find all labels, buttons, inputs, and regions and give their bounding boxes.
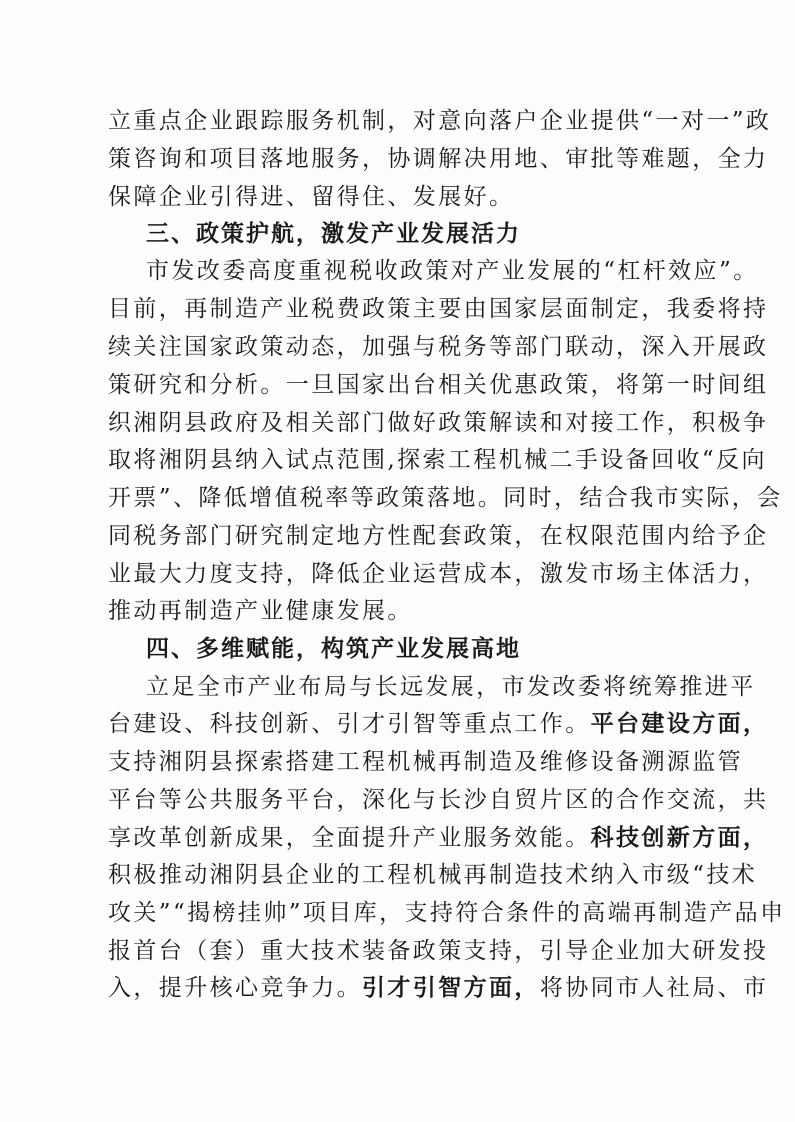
paragraph-line: [108, 706, 769, 742]
paragraph-line: 积极推动湘阴县企业的工程机械再制造技术纳入市级“技术: [108, 862, 758, 888]
paragraph-line: 策研究和分析。一旦国家出台相关优惠政策，将第一时间组: [108, 372, 769, 398]
paragraph-line: 业最大力度支持，降低企业运营成本，激发市场主体活力，: [108, 561, 769, 587]
paragraph-line: 立足全市产业布局与长远发展，市发改委将统筹推进平: [146, 674, 756, 700]
text-run: 台建设、科技创新、引才引智等重点工作。: [108, 711, 591, 737]
paragraph-line: 攻关”“揭榜挂帅”项目库，支持符合条件的高端再制造产品申: [108, 900, 786, 926]
paragraph-line: [108, 820, 769, 856]
paragraph-line: 策咨询和项目落地服务，协调解决用地、审批等难题，全力: [108, 146, 769, 172]
paragraph-line: [108, 970, 769, 1006]
paragraph-line: 取将湘阴县纳入试点范围,探索工程机械二手设备回收“反向: [108, 447, 767, 473]
paragraph-line: 推动再制造产业健康发展。: [108, 598, 413, 624]
paragraph-line: 织湘阴县政府及相关部门做好政策解读和对接工作，积极争: [108, 410, 769, 436]
paragraph-line: 市发改委高度重视税收政策对产业发展的“杠杆效应”。: [146, 258, 759, 284]
text-run: 享改革创新成果，全面提升产业服务效能。: [108, 825, 591, 851]
paragraph-line: 开票”、降低增值税率等政策落地。同时，结合我市实际，会: [108, 485, 783, 511]
paragraph-line: 平台等公共服务平台，深化与长沙自贸片区的合作交流，共: [108, 787, 769, 813]
bold-lead-talent: 引才引智方面，: [362, 975, 540, 1001]
paragraph-line: 保障企业引得进、留得住、发展好。: [108, 184, 515, 210]
paragraph-line: 同税务部门研究制定地方性配套政策，在权限范围内给予企: [108, 523, 769, 549]
section-heading-4: 四、多维赋能，构筑产业发展高地: [146, 636, 521, 662]
text-run: 入，提升核心竞争力。: [108, 975, 362, 1001]
bold-lead-tech: 科技创新方面，: [590, 825, 769, 851]
paragraph-line: 报首台（套）重大技术装备政策支持，引导企业加大研发投: [108, 938, 769, 964]
section-heading-3: 三、政策护航，激发产业发展活力: [146, 221, 521, 247]
paragraph-line: 续关注国家政策动态，加强与税务等部门联动，深入开展政: [108, 334, 769, 360]
paragraph-line: 目前，再制造产业税费政策主要由国家层面制定，我委将持: [108, 296, 769, 322]
paragraph-line: 立重点企业跟踪服务机制，对意向落户企业提供“一对一”政: [108, 108, 772, 134]
bold-lead-platform: 平台建设方面，: [590, 711, 769, 737]
paragraph-line: 支持湘阴县探索搭建工程机械再制造及维修设备溯源监管: [108, 749, 743, 775]
text-run: 将协同市人社局、市: [539, 975, 769, 1001]
